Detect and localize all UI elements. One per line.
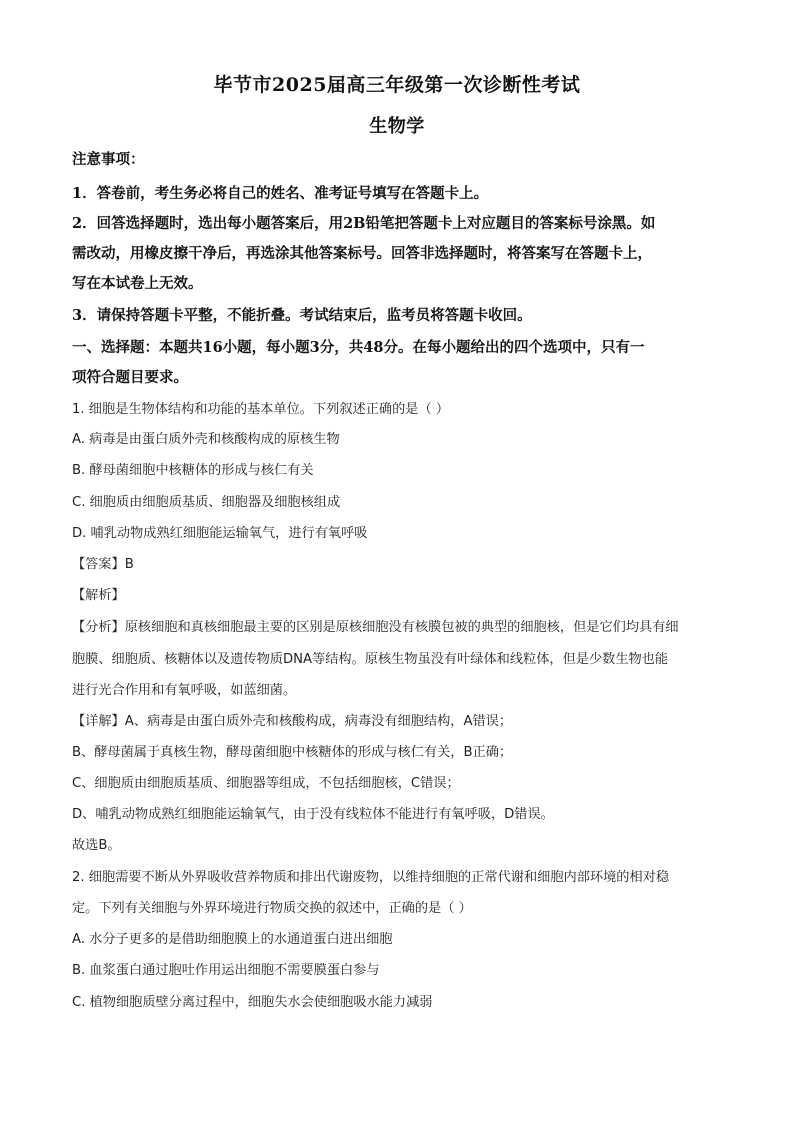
q1-xiangjie-line-3: C、细胞质由细胞质基质、细胞器等组成，不包括细胞核，C错误； (72, 776, 460, 791)
q1-option-a: A. 病毒是由蛋白质外壳和核酸构成的原核生物 (72, 432, 340, 447)
notice-line-2: 2．回答选择题时，选出每小题答案后，用2B铅笔把答题卡上对应题目的答案标号涂黑。如 (72, 215, 656, 232)
q1-conclusion: 故选B。 (72, 838, 121, 853)
q2-stem-line-2: 定。下列有关细胞与外界环境进行物质交换的叙述中，正确的是（ ） (72, 901, 472, 916)
q1-stem: 1. 细胞是生物体结构和功能的基本单位。下列叙述正确的是（ ） (72, 402, 450, 417)
section-heading-line-2: 项符合题目要求。 (72, 369, 188, 386)
q1-answer: 【答案】B (72, 557, 134, 572)
q2-stem-line-1: 2. 细胞需要不断从外界吸收营养物质和排出代谢废物，以维持细胞的正常代谢和细胞内部环境的相对稳 (72, 870, 670, 885)
q1-xiangjie-line-1: 【详解】A、病毒是由蛋白质外壳和核酸构成，病毒没有细胞结构，A错误； (72, 714, 513, 729)
q1-option-d: D. 哺乳动物成熟红细胞能运输氧气，进行有氧呼吸 (72, 526, 368, 541)
notice-line-1: 1．答卷前，考生务必将自己的姓名、准考证号填写在答题卡上。 (72, 185, 489, 202)
q1-xiangjie-line-4: D、哺乳动物成熟红细胞能运输氧气，由于没有线粒体不能进行有氧呼吸，D错误。 (72, 807, 554, 822)
section-heading-line-1: 一、选择题：本题共16小题，每小题3分，共48分。在每小题给出的四个选项中，只有一 (72, 339, 645, 356)
q2-option-a: A. 水分子更多的是借助细胞膜上的水通道蛋白进出细胞 (72, 932, 393, 947)
q1-fenxi-line-1: 【分析】原核细胞和真核细胞最主要的区别是原核细胞没有核膜包被的典型的细胞核，但是它们均具有细 (72, 620, 679, 635)
notice-line-5: 3．请保持答题卡平整，不能折叠。考试结束后，监考员将答题卡收回。 (72, 307, 532, 324)
q1-fenxi-line-3: 进行光合作用和有氧呼吸，如蓝细菌。 (72, 683, 297, 698)
q1-analysis-label: 【解析】 (72, 588, 125, 603)
q1-xiangjie-line-2: B、酵母菌属于真核生物，酵母菌细胞中核糖体的形成与核仁有关，B正确； (72, 745, 513, 760)
q2-option-c: C. 植物细胞质壁分离过程中，细胞失水会使细胞吸水能力减弱 (72, 995, 433, 1010)
exam-title: 毕节市2025届高三年级第一次诊断性考试 (213, 74, 581, 96)
q1-option-b: B. 酵母菌细胞中核糖体的形成与核仁有关 (72, 463, 314, 478)
q2-option-b: B. 血浆蛋白通过胞吐作用运出细胞不需要膜蛋白参与 (72, 963, 380, 978)
q1-fenxi-line-2: 胞膜、细胞质、核糖体以及遗传物质DNA等结构。原核生物虽没有叶绿体和线粒体，但是少数生物也能 (72, 652, 669, 667)
subject-title: 生物学 (369, 116, 425, 137)
notice-heading: 注意事项： (72, 151, 145, 168)
notice-line-3: 需改动，用橡皮擦干净后，再选涂其他答案标号。回答非选择题时，将答案写在答题卡上， (72, 245, 652, 262)
notice-line-4: 写在本试卷上无效。 (72, 275, 203, 292)
q1-option-c: C. 细胞质由细胞质基质、细胞器及细胞核组成 (72, 495, 341, 510)
